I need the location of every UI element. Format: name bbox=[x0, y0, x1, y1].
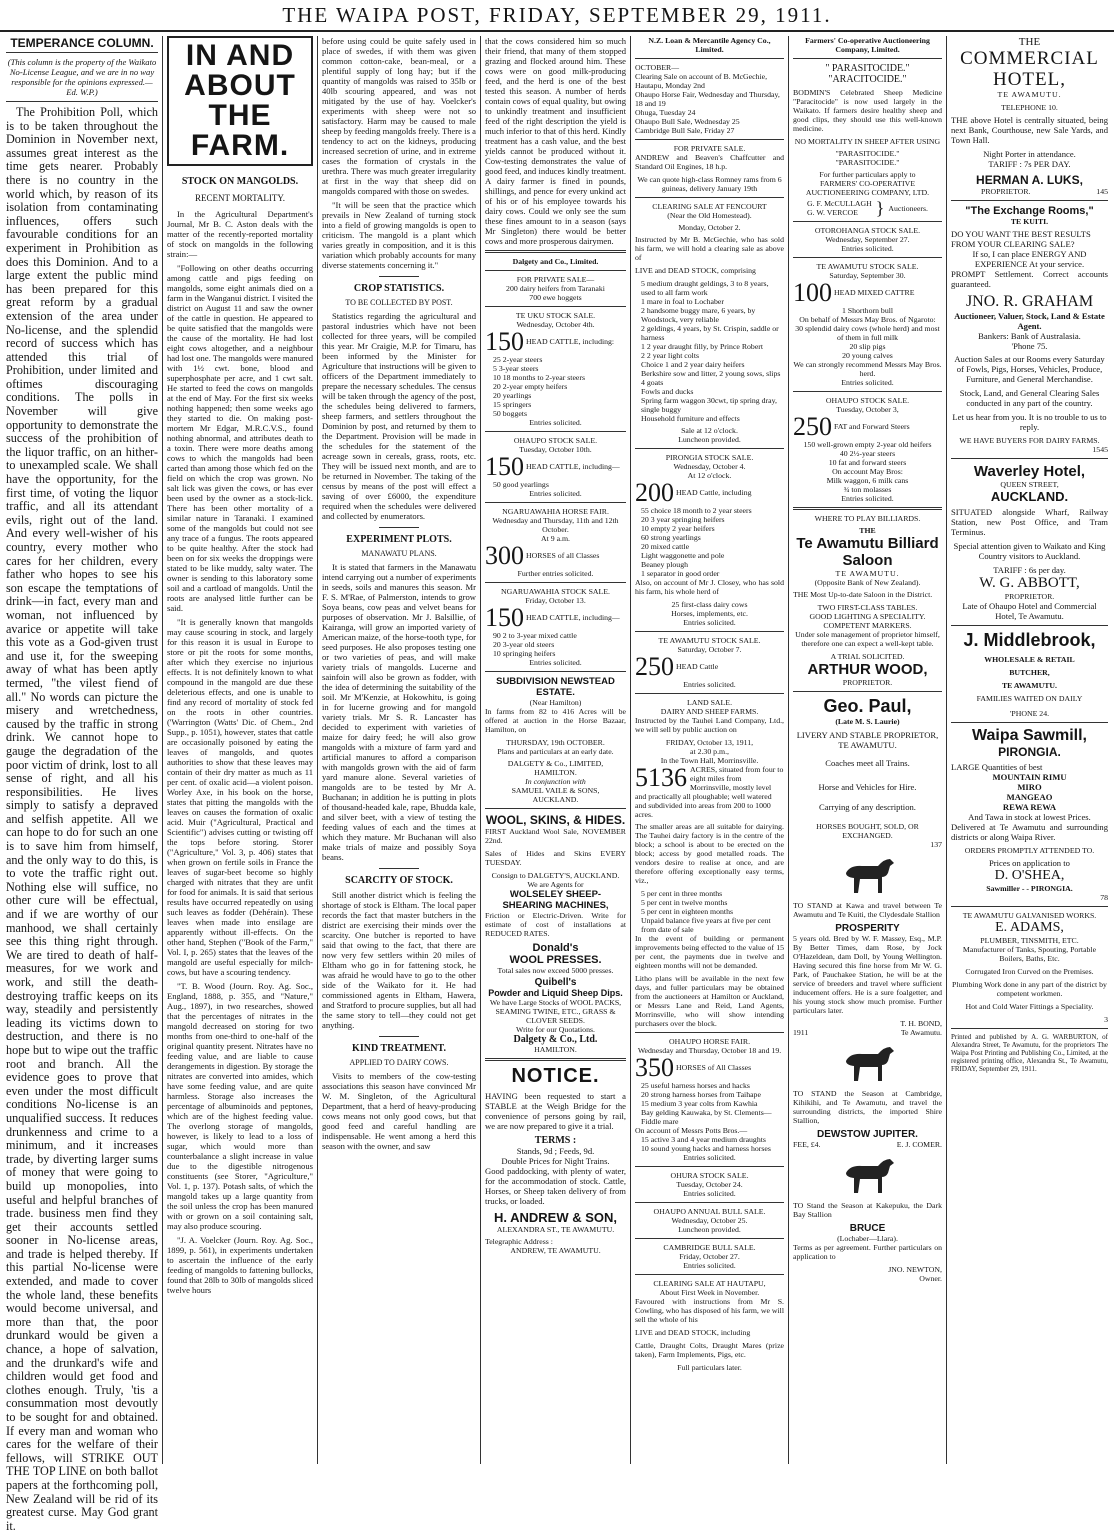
notice-text: HAVING been requested to start a STABLE at the Weigh Bridge for the convenience of persons going by rail, we are now prepared to give it a trial. bbox=[485, 1091, 626, 1131]
sale-date: Wednesday and Thursday, 11th and 12th October. bbox=[492, 516, 619, 534]
farm-title: IN AND ABOUT THE FARM. bbox=[167, 36, 313, 166]
waverley-tariff: TARIFF : 6s per day. bbox=[993, 565, 1066, 575]
sale-heading: OHAUPO HORSE FAIR. bbox=[668, 1037, 751, 1046]
stallion-fee: FEE, £4. bbox=[793, 1140, 821, 1149]
hotel-town: TE AWAMUTU. bbox=[997, 90, 1062, 99]
head-count: 150 bbox=[485, 327, 524, 356]
head-desc: HEAD Cattle bbox=[675, 661, 719, 671]
graham-bank: Bankers: Bank of Australasia. bbox=[978, 331, 1081, 341]
sale-text: In the event of building or permanent improvements being effected to the value of 15 per cent, the payments due in twelve and eighteen months will not be demanded. bbox=[635, 934, 784, 970]
entries-line: Entries solicited. bbox=[683, 1153, 736, 1162]
middlebrook-trade: BUTCHER, bbox=[1009, 668, 1050, 677]
dalgety-signature: Dalgety & Co., Ltd. bbox=[513, 1034, 598, 1045]
head-count: 300 bbox=[485, 541, 524, 570]
saloon-tables: TWO FIRST-CLASS TABLES. bbox=[817, 603, 918, 612]
andrew-heading: H. ANDREW & SON, bbox=[493, 1210, 618, 1225]
waverley-city: AUCKLAND. bbox=[990, 489, 1069, 504]
let-us-hear-text: Let us hear from you. It is no trouble to us to reply. bbox=[952, 412, 1107, 432]
telegraphic-address: ANDREW, TE AWAMUTU. bbox=[510, 1246, 601, 1255]
head-count: 100 bbox=[793, 278, 832, 307]
graham-phone: 'Phone 75. bbox=[1011, 341, 1048, 351]
middlebrook-town: TE AWAMUTU. bbox=[1001, 681, 1058, 690]
crop-statistics-heading: CROP STATISTICS. bbox=[353, 283, 445, 294]
owner-name: E. J. COMER. bbox=[896, 1140, 942, 1149]
sale-list: 1 Shorthorn bull On behalf of Messrs May Bros. of Ngaroto: 30 splendid dairy cows (whole herd) and most of them in full milk 20 slip pigs 20 young calves We can strongly recommend Messrs May Bros. herd. bbox=[793, 306, 942, 378]
newstead-date: THURSDAY, 19th OCTOBER. bbox=[506, 738, 605, 747]
sawmill-town: PIRONGIA. bbox=[998, 745, 1061, 759]
sawmill-text: LARGE Quantities of best bbox=[951, 762, 1043, 772]
article-paragraph: before using could be quite safely used in place of swedes, if with them was given common cotton-cake, bean-meal, or a plentiful supply of long hay; but if the quantity of mangolds was raised to 35lb or 40lb scouring appeared, and was not mitigated by the use of hay. Voelcker's experiments with sheep were not so satisfactory. Harm may be caused to male sheep by feeding mangolds freely. There is a tendency to act on the kidneys, producing increased secretion of urine, and in extreme cases the formation of crystals in the urethra. There was much greater irregularity at first in the way that sheep did on mangolds compared with those on swedes. bbox=[322, 36, 476, 196]
kind-treatment-sub: APPLIED TO DAIRY COWS. bbox=[349, 1058, 449, 1067]
head-desc: HEAD CATTLE, including— bbox=[525, 612, 620, 622]
graham-title: Auctioneer, Valuer, Stock, Land & Estate Agent. bbox=[954, 311, 1105, 331]
proprietor-label: PROPRIETOR. bbox=[1004, 592, 1055, 601]
experiment-plots-sub: MANAWATU PLANS. bbox=[361, 549, 437, 558]
auction-rooms-text: Auction Sales at our Rooms every Saturday of Fowls, Pigs, Horses, Vehicles, Produce, Furniture, and General Merchandise. bbox=[954, 354, 1105, 384]
stallion-text: Terms as per agreement. Further particulars on application to bbox=[793, 1243, 942, 1261]
ad-number: 137 bbox=[930, 840, 942, 849]
galvanised-works-title: TE AWAMUTU GALVANISED WORKS. bbox=[962, 911, 1097, 920]
farmers-coop-column: Farmers' Co-operative Auctioneering Company, Limited. " PARASITOCIDE." "ARACITOCIDE." BODMIN'S Celebrated Sheep Medicine "Paracitocide" is now used largely in the Waikato. If farmers desire healthy sheep and good clips, they should use this well-known medicine. NO MORTALITY IN SHEEP AFTER USING "PARASITOCIDE." "PARASITOCIDE." For further particulars apply to FARMERS' CO-OPERATIVE AUCTIONEERING COMPANY, LTD. G. F. McCULLAGH G. W. VERCOE } Auctioneers. OTOROHANGA STOCK SALE. Wednesday, September 27. Entries solicited. TE AWAMUTU STOCK SALE. Saturday, September 30. 100 HEAD MIXED CATTRE 1 Shorthorn bull On behalf of Messrs May Bros. of Ngaroto: 30 splendid dairy cows (whole herd) and most of them in full milk 20 slip pigs 20 young calves We can strongly recommend Messrs May Bros. herd. Entries solicited. OHAUPO STOCK SALE. Tuesday, October 3, 250 FAT and Forward Steers 150 well-grown empty 2-year old heifers 40 2½-year steers 10 fat and forward steers On account May Bros: Milk waggon, 6 milk cans ¾ ton molasses Entries solicited. WHERE TO PLAY BILLIARDS. THE Te Awamutu Billiard Saloon TE AWAMUTU. (Opposite Bank of New Zealand). THE Most Up-to-date Saloon in the District. TWO FIRST-CLASS TABLES. GOOD LIGHTING A SPECIALITY. COMPETENT MARKERS. Under sole management of proprietor himself, therefore one can expect a well-kept table. A TRIAL SOLICITED. ARTHUR WOOD, PROPRIETOR. Geo. Paul, (Late M. S. Laurie) LIVERY AND STABLE PROPRIETOR, TE AWAMUTU. Coaches meet all Trains. Horse and Vehicles for Hire. Carrying of any description. HORSES BOUGHT, SOLD, OR EXCHANGED. 137 TO STAND at Kawa and travel between Te Awamutu and Te Kuiti, the Clydesdale Stallion PROSPERITY 5 years old. Bred by W. F. Massey, Esq., M.P. By Better Times, dam Rose, by Jock O'Hazeldean, dam Doll, by Young Wellington. Having secured this fine horse from Mr W. G. Park, of Pauchakee Station, he will be at the service of breeders and travel where sufficient inducement offers. He is a sure foalgetter, and his young stock show much promise. Further particulars later. T. H. BOND, 1911 Te Awamutu. TO STAND the Season at Cambridge, Kihikihi, and Te Awamutu, and travel the surrounding districts, the imported Shire Stallion, DEWSTOW JUPITER. FEE, £4. E. J. COMER. TO Stand the Season at Kakepuku, the Dark Bay Stallion BRUCE (Lochaber—Llara). Terms as per agreement. Further particulars on application to JNO. NEWTON, Owner. bbox=[788, 36, 946, 1464]
signature-line: AUCKLAND. bbox=[532, 795, 579, 804]
auctioneers-label: Auctioneers. bbox=[888, 203, 929, 213]
ad-number: 1545 bbox=[1092, 445, 1108, 454]
sale-list: 25 2-year steers 5 3-year steers 10 18 months to 2-year steers 20 2-year empty heifers 20 yearlings 15 springers 50 boggets bbox=[493, 355, 586, 418]
sale-heading: CAMBRIDGE BULL SALE. bbox=[663, 1243, 756, 1252]
proprietor-label: PROPRIETOR. bbox=[981, 187, 1031, 196]
entries-line: Entries solicited. bbox=[529, 658, 582, 667]
printer-imprint: Printed and published by A. G. WARBURTON, of Alexandra Street, Te Awamutu, for the proprietors The Waipa Post Printing and Publishing Co., Limited, at the registered printing office, Alexandra St., Te Awamutu, FRIDAY, September 29, 1911. bbox=[951, 1033, 1108, 1073]
saloon-text: Under sole management of proprietor himself, therefore one can expect a well-kept table. bbox=[795, 630, 940, 648]
terms-heading: TERMS : bbox=[534, 1135, 577, 1146]
middlebrook-name: J. Middlebrook, bbox=[963, 630, 1096, 650]
wool-text: Sales of Hides and Skins EVERY TUESDAY. bbox=[485, 849, 626, 867]
geo-paul-name: Geo. Paul, bbox=[823, 696, 912, 716]
notice-heading: NOTICE. bbox=[511, 1065, 600, 1087]
sale-list: 25 first-class dairy cows Horses, implements, etc. bbox=[671, 600, 748, 618]
private-sale-text: We can quote high-class Romney rams from 6 guineas, delivery January 19th bbox=[637, 175, 782, 193]
orders-line: ORDERS PROMPTLY ATTENDED TO. bbox=[964, 846, 1095, 855]
sale-location: (Near the Old Homestead). bbox=[667, 211, 752, 220]
temperance-column bbox=[2, 36, 162, 1533]
sale-date: Wednesday, October 25. bbox=[671, 1216, 748, 1225]
article-paragraph: "It will be seen that the practice which prevails in New Zealand of turning stock into a field of growing mangolds is open to criticism. The mangold is a plant which varies greatly in composition, and it is this variation which probably accounts for many diverse statements concerning it." bbox=[322, 200, 476, 270]
stallion-text: TO STAND at Kawa and travel between Te Awamutu and Te Kuiti, the Clydesdale Stallion bbox=[793, 901, 942, 919]
dalgety-column bbox=[480, 36, 630, 1464]
hotel-telephone: TELEPHONE 10. bbox=[1001, 103, 1058, 112]
hotel-text: THE above Hotel is centrally situated, being next Bank, Courthouse, new Sale Yards, and Town Hall. bbox=[951, 115, 1108, 145]
sale-heading: LAND SALE. bbox=[686, 698, 733, 707]
sale-text: Instructed by Mr B. McGechie, who has sold his farm, we will hold a clearing sale as above of bbox=[635, 235, 784, 262]
timber-item: MANGEAO bbox=[1006, 792, 1053, 802]
waverley-text: SITUATED alongside Wharf, Railway Station, new Post Office, and Tram Terminus. bbox=[951, 507, 1108, 537]
sale-date: Wednesday, September 27. bbox=[825, 235, 910, 244]
parasitocide-line: "PARASITOCIDE." bbox=[835, 149, 900, 158]
head-count: 150 bbox=[485, 603, 524, 632]
adams-name: E. ADAMS, bbox=[995, 920, 1064, 935]
private-sale-text: ANDREW and Beaven's Chaffcutter and Standard Oil Engines, 18 h.p. bbox=[635, 153, 784, 171]
middlebrook-trade: WHOLESALE & RETAIL bbox=[984, 655, 1075, 664]
sale-text: Litho plans will be available in the next few days, and fuller particulars may be obtained from the auctioneers at Hamilton or Auckland, or Messrs Lane and Reid, Land Agents, Morrinsville, who will show intending purchasers over the block. bbox=[635, 974, 784, 1028]
sale-list: 15 active 3 and 4 year medium draughts 10 sound young hacks and harness horses bbox=[641, 1135, 771, 1153]
horse-illustration bbox=[838, 853, 898, 897]
parasitocide-line: " PARASITOCIDE." bbox=[825, 63, 910, 74]
andrew-address: ALEXANDRA ST., TE AWAMUTU. bbox=[496, 1225, 615, 1234]
sale-time: At 9 a.m. bbox=[540, 534, 571, 543]
sale-heading: TE UKU STOCK SALE. bbox=[515, 311, 596, 320]
horse-illustration bbox=[838, 1153, 898, 1197]
sale-list: 25 useful harness horses and hacks 20 strong harness horses from Taihape 15 medium 3 year colts from Kawhia Bay gelding Kauwaka, by St. Clements—Fiddle mare bbox=[641, 1081, 772, 1126]
waipa-sawmill-title: Waipa Sawmill, bbox=[972, 727, 1087, 744]
signature-line: SAMUEL VAILE & SONS, bbox=[511, 786, 600, 795]
wool-heading: WOOL, SKINS, & HIDES. bbox=[485, 813, 626, 827]
ad-number: 78 bbox=[1100, 893, 1108, 902]
head-desc: HORSES of All Classes bbox=[675, 1062, 752, 1072]
private-sale-heading: FOR PRIVATE SALE— bbox=[516, 275, 595, 284]
sale-list: 50 good yearlings bbox=[493, 480, 549, 489]
luncheon-line: Luncheon provided. bbox=[678, 435, 741, 444]
entries-line: Entries solicited. bbox=[841, 244, 894, 253]
horses-line: HORSES BOUGHT, SOLD, OR EXCHANGED. bbox=[816, 822, 919, 840]
sale-heading: TE AWAMUTU STOCK SALE. bbox=[658, 636, 761, 645]
sale-time: Sale at 12 o'clock. bbox=[681, 426, 738, 435]
sale-text: Instructed by the Tauhei Land Company, Ltd., we will sell by public auction on bbox=[635, 716, 784, 734]
private-sale-line: 700 ewe hoggets bbox=[529, 293, 582, 302]
graham-name: JNO. R. GRAHAM bbox=[965, 293, 1094, 310]
telegraphic-label: Telegraphic Address : bbox=[485, 1237, 553, 1246]
quibell-heading: Quibell's bbox=[534, 977, 577, 988]
entries-line: Entries solicited. bbox=[683, 1189, 736, 1198]
sale-list: 5 medium draught geldings, 3 to 8 years, used to all farm work 1 mare in foal to Lochaber 2 handsome buggy mare, 6 years, by Woodstock, very reliable 2 geldings, 4 years, by St. Crispin, saddle or harness 1 2 year draught filly, by Prince Robert 2 2 year light colts Choice 1 and 2 year dairy heifers Berkshire sow and litter, 2 young sows, slips 4 goats Fowls and ducks Spring farm waggon 30cwt, tip spring dray, single buggy Household furniture and effects bbox=[641, 279, 781, 423]
terms-line: Stands, 9d ; Feeds, 9d. bbox=[516, 1146, 595, 1156]
owner-label: Owner. bbox=[919, 1274, 942, 1283]
horse-illustration bbox=[838, 1041, 898, 1085]
experiment-plots-heading: EXPERIMENT PLOTS. bbox=[346, 534, 452, 545]
temperance-note: (This column is the property of the Waikato No-License League, and we are in no way responsible for the opinions expressed.—Ed. W.P.) bbox=[7, 57, 157, 97]
temperance-heading: TEMPERANCE COLUMN. bbox=[6, 36, 158, 53]
sale-heading: CLEARING SALE AT FENCOURT bbox=[652, 202, 767, 211]
dalgety-location: HAMILTON. bbox=[534, 1045, 577, 1054]
sale-time: at 2.30 p.m., bbox=[690, 747, 729, 756]
exchange-town: TE KUITI. bbox=[1010, 217, 1049, 226]
sale-subheading: DAIRY AND SHEEP FARMS. bbox=[660, 707, 759, 716]
terms-list: 5 per cent in three months 5 per cent in twelve months 5 per cent in eighteen months Unpaid balance five years at five per cent from date of sale bbox=[641, 889, 771, 934]
acre-count: 5136 bbox=[635, 763, 687, 792]
sale-date: About First Week in November. bbox=[659, 1288, 760, 1297]
hotels-column bbox=[946, 36, 1112, 1464]
quote-text: Write for our Quotations. bbox=[516, 1025, 595, 1034]
farm-paragraph: "Following on other deaths occurring among cattle and pigs feeding on mangolds, some eight animals died on a farm in the Wanganui district. I visited the district on August 11 and saw the owner of the cattle in question. He appeared to be quite satisfied that the mangolds were the cause of the mortality. He had lost eight cows altogether, and a neighbour had lost one. The mangolds were manured with 1½ cwt. bone, blood and superphosphate per acre, and 1 cwt salt. He started to feed the cows on mangolds at the end of May. For the first six weeks nothing happened; then some weeks ago they started to die. On making post-mortem Mr Edgar, M.R.C.V.S., found nothing abnormal, and attributes death to a toxin. There were more deaths among cows to which the mangolds had been carted than among those which fed on the field on which the crop was grown. No salt lick was given the cows, or has ever been used by the owner as a stock-lick. There has been other mortality of a similar nature in Taranaki. I examined some of the mangolds but could not see any trace of a fungus. The roots appeared to be quite healthy. After the stock had been on for six weeks the droppings were stated to be like muddy, salty water. The owner is sending to this laboratory some soil and a cartload of mangolds. Until the roots are analysed little further can be said. bbox=[167, 263, 313, 613]
sale-place: In the Town Hall, Morrinsville. bbox=[660, 756, 759, 765]
sale-heading: OHAUPO STOCK SALE. bbox=[513, 436, 598, 445]
adams-text: Corrugated Iron Curved on the Premises. bbox=[965, 967, 1094, 976]
wool-text: FIRST Auckland Wool Sale, NOVEMBER 22nd. bbox=[485, 827, 626, 845]
oshea-name: D. O'SHEA, bbox=[994, 868, 1065, 883]
stallion-name: DEWSTOW JUPITER. bbox=[817, 1129, 918, 1140]
sale-heading: OHAUPO ANNUAL BULL SALE. bbox=[653, 1207, 766, 1216]
parasitocide-line: "ARACITOCIDE." bbox=[828, 74, 907, 85]
abbott-name: W. G. ABBOTT, bbox=[979, 575, 1080, 591]
ad-number: 145 bbox=[1096, 187, 1108, 196]
crop-statistics-sub: TO BE COLLECTED BY POST. bbox=[345, 298, 453, 307]
sale-heading: TE AWAMUTU STOCK SALE. bbox=[816, 262, 919, 271]
timber-item: REWA REWA bbox=[1002, 802, 1057, 812]
coaches-line: Coaches meet all Trains. bbox=[825, 758, 910, 768]
ad-number: 3 bbox=[1104, 1015, 1108, 1024]
buyers-line: WE HAVE BUYERS FOR DAIRY FARMS. bbox=[959, 436, 1100, 445]
auctioneer-name: G. W. VERCOE bbox=[806, 208, 858, 217]
sale-list: 90 2 to 3-year mixed cattle 20 3-year old steers 10 springing heifers bbox=[493, 631, 577, 658]
hotel-tariff: TARIFF : 7s PER DAY. bbox=[988, 159, 1071, 169]
sale-text: Also, on account of Mr J. Closey, who has sold his farm, his whole herd of bbox=[635, 578, 784, 596]
newstead-plans: Plans and particulars at an early date. bbox=[497, 747, 614, 756]
sale-date: FRIDAY, October 13, 1911, bbox=[665, 738, 754, 747]
sale-list: 55 choice 18 month to 2 year steers 20 3 year springing heifers 10 empty 2 year heifers 60 strong yearlings 20 mixed cattle Light waggonette and pole Beaney plough 1 separator in good order bbox=[641, 506, 752, 578]
stallion-text: TO Stand the Season at Kakepuku, the Dark Bay Stallion bbox=[793, 1201, 942, 1219]
adams-text: Manufacturer of Tanks, Spouting, Portable Boilers, Baths, Etc. bbox=[962, 945, 1097, 963]
hire-line: Horse and Vehicles for Hire. bbox=[818, 782, 917, 792]
stock-text: We have Large Stocks of WOOL PACKS, SEAMING TWINE, ETC., GRASS & CLOVER SEEDS. bbox=[489, 998, 622, 1025]
sale-heading: OHAUPO STOCK SALE. bbox=[825, 396, 910, 405]
signature-line: DALGETY & Co., LIMITED, bbox=[507, 759, 604, 768]
private-sale-heading: FOR PRIVATE SALE. bbox=[673, 144, 746, 153]
farm-paragraph: "It is generally known that mangolds may cause scouring in stock, and largely for this reason it is usual in Europe to store or pit the roots for some months, after which they exercise no injurious effects. It is not definitely known to what compound in the mangold are due these deleterious effects, and one is unable to find any record of mortality of stock fed on the roots in other countries. ('Warrington (Watts' Dic. of Chem., 2nd Supp., p. 1051), however, states that cattle are occasionally poisoned by eating the leaves of mangolds, and quotes authorities to show that these leaves may contain of their dry matter as much as 11 per cent. of oxalic acid—a violent poison. Worley Axe, in his book on the horse, states that pitting the mangolds with the leaves on causes the formation of oxalic acid. Muir ("Agricultural, Practical and Scientific") advises cutting or twisting off the tops before storing. Storer ("Agriculture," Vol. 3, p. 406) states that when grown on fertile soils in France the leaves of sugar-beet become so highly charged with nitrates that they are unfit for food for animals. It is said that serious results have occurred repeatedly on using such leaves as fodder (Dehérain). These leaves when made into ensilage are apparently without ill-effects. On the other hand, Stephen ("Book of the Farm," Vol. I, p. 265) states that the leaves of the mangold are useful especially for milch-cows, but have a scouring tendency. bbox=[167, 617, 313, 977]
trial-line: A TRIAL SOLICITED. bbox=[830, 652, 905, 661]
sale-date: Friday, October 13. bbox=[525, 596, 586, 605]
billiards-heading: WHERE TO PLAY BILLIARDS. bbox=[814, 514, 921, 523]
sale-text: The smaller areas are all suitable for dairying. The Tauhei dairy factory is in the centre of the block; a school is about to be erected on the block; access by good metalled roads. The vendors desire to realise at once, and are therefore offering exceptionally easy terms, viz., bbox=[635, 822, 784, 885]
sale-date: Monday, October 2. bbox=[678, 223, 741, 232]
head-count: 250 bbox=[793, 412, 832, 441]
wolseley-heading: WOLSELEY SHEEP-SHEARING MACHINES, bbox=[502, 889, 609, 911]
head-desc: HEAD CATTLE, including: bbox=[525, 336, 615, 346]
farm-paragraph: "T. B. Wood (Journ. Roy. Ag. Soc., England, 1888, p. 355, and "Nature," Aug., 1897), in two researches, showed that the percentages of nitrates in the mangold decreased on storing for two months from one-third to one-half of the original quantity present. Nitrates have no feeding value, and are liable to cause derangements in digestion. By storage the nitrates are converted into amides, which have some feeding value, and are quite harmless. Storage also increases the percentage of albuminoids and peptones, which are of the highest feeding value. The overlong storage of mangolds, however, is likely to lead to a loss of sugar, which would more than counterbalance a slight increase in value due to the digestible nitrogenous constituents (see Storer, "Agriculture," Vol. 1, p. 137). Potash salts, of which the mangold takes up a large quantity from the soil unless the crop has been manured with or grown on a soil containing salt, may also produce scouring. bbox=[167, 981, 313, 1231]
sale-text: Cattle, Draught Colts, Draught Mares (prize taken), Farm Implements, Pigs, etc. bbox=[635, 1341, 784, 1359]
terms-text: Good paddocking, with plenty of water, for the accommodation of stock. Cattle, Horses, or Sheep taken delivery of from trucks, or loaded. bbox=[485, 1166, 626, 1206]
timber-item: MIRO bbox=[1017, 782, 1042, 792]
stock-sales-text: Stock, Land, and General Clearing Sales conducted in any part of the country. bbox=[959, 388, 1100, 408]
prompt-line: PROMPT Settlement. Correct accounts guaranteed. bbox=[951, 269, 1108, 289]
sale-heading: OHURA STOCK SALE. bbox=[670, 1171, 749, 1180]
head-count: 250 bbox=[635, 652, 674, 681]
sale-heading: NGARUAWAHIA HORSE FAIR. bbox=[502, 507, 609, 516]
farm-paragraph: "J. A. Voelcker (Journ. Roy. Ag. Soc., 1899, p. 561), in experiments undertaken to ascertain the influence of the early feeding of mangolds to fattening bullocks, found that 28lb to 30lb of mangolds sliced twelve hours bbox=[167, 1235, 313, 1295]
farmers-coop-name: FARMERS' CO-OPERATIVE AUCTIONEERING COMPANY, LTD. bbox=[805, 179, 930, 197]
auctioneer-name: G. F. McCULLAGH bbox=[806, 199, 872, 208]
dips-heading: Powder and Liquid Sheep Dips. bbox=[488, 988, 623, 998]
farm-column bbox=[162, 36, 317, 1464]
sale-heading: OTOROHANGA STOCK SALE. bbox=[814, 226, 921, 235]
owner-name: JNO. NEWTON, bbox=[888, 1265, 942, 1274]
ad-year: 1911 bbox=[793, 1028, 809, 1037]
sale-date: Saturday, September 30. bbox=[829, 271, 906, 280]
sale-date: Saturday, October 7. bbox=[677, 645, 742, 654]
entries-line: Entries solicited. bbox=[529, 489, 582, 498]
articles-column bbox=[317, 36, 480, 1464]
exchange-rooms-title: "The Exchange Rooms," bbox=[965, 205, 1094, 217]
temperance-body: The Prohibition Poll, which is to be taken throughout the Dominion in November next, assumes great interest as the time gets nearer. Probably there is no country in the world which, by reason of its isolation from contaminating influences, offers such favourable conditions for an experiment in Prohibition as does this Dominion. And to a large extent the public mind has been prepared for this great reform by a gradual extension of the area under No-license, and the splendid record of success which has attended this trial of Prohibition, under limited and oftimes discouraging conditions. The polls in November will give opportunity to demonstrate the success of the prohibition of the liquor traffic, on an hither-to unexampled scale. We shall have the opportunity, for the first time, of voting the liquor traffic, and all its attendant evils, right out of the land. And every well-wisher of his country, every mother who cares for her children, every father who hopes to see his son escape the temptations of drink—in fact, every man and woman, not influenced by avarice or appetite will take this vote as a God-given trust and use it, for the sweeping away of what has been aptly termed, "the vilest fiend of all." No words can picture the misery and wretchedness, caused by the traffic in strong drink. We cannot hope to gauge the degradation of the poor victim of drink, lost to all sense of right, and all his responsibilities. He lives simply to satisfy a depraved and selfish appetite. All we can hope to do for such an one is to save him from himself, and the only way to do this, is to vote the traffic right out. Nothing else will suffice, no other cure will be effectual, and if we are worthy of our manhood, we shall certainly see this thing right through. We are tired to death of half-measures, for we work and work, and still the death-destroying traffic keeps on its way, steadily and persistently leading its victims down to destruction, and there is no hope but to wipe out the traffic root and branch. All the evidence goes to prove that even under the most difficult conditions No-license is an unqualified success. It reduces drunkenness and crime to a minimum, and it increases trade, by diverting larger sums of money that were going to build up monopolies, into useful and helpful branches of trade. business men find they get their accounts settled sooner in No-license areas, and trade is helped thereby. If this partial No-license were extended, and made to cover the whole land, these benefits would become universal, and more than that, the poor drunkard would be given a chance, a hope of salvation, and the drunkard's wife and children would get food and clothes enough. Truly, 'tis a consummation most devoutly to be sought for and obtained. If every man and woman who cares for the welfare of their fellows, will STRIKE OUT THE TOP LINE on both ballot papers at the forthcoming poll, New Zealand will be rid of its greatest curse. May God grant it. bbox=[6, 105, 158, 1533]
entries-line: Entries solicited. bbox=[529, 418, 582, 427]
head-desc: HEAD Cattle, including bbox=[675, 487, 752, 497]
entries-line: Entries solicited. bbox=[683, 680, 736, 689]
sale-date: Tuesday, October 24. bbox=[676, 1180, 743, 1189]
kind-treatment-heading: KIND TREATMENT. bbox=[352, 1043, 446, 1054]
saloon-prefix: THE bbox=[859, 526, 876, 535]
article-paragraph: It is stated that farmers in the Manawatu intend carrying out a number of experiments in seeds, soils and manures this season. Mr F. S. M'Rae, of Palmerston, intends to grow Soya beans, cow peas and velvet beans for purposes of observation. Mr J. Balsillie, of Kairanga, will grow an imported variety of American maize, of the horse-tooth type, for seed purposes. He also proposes testing one or two varieties of peas, and will make variety trials of mangolds. Lucerne and sainfoin will also be grown as fodder, with the idea of determining the suitability of the soil. Mr M'Kenzie, at Hokowhitu, is going in for lucerne growing and for mangold variety trials. Mr S. R. Lancaster has decided to experiment with varieties of maize for dairy feed; he will also grow mangolds with a mixture of farm yard and artificial manures to afford a comparison with mangolds grown with the aid of farm yard manure alone. Several varieties of mangolds are to be tested by Mr A. Buchanan; in addition he is putting in plots of thousand-headed kale, rape, Bhudda kale, and silver beet, with a view of testing the feeding values of each and the times at which they mature. Mr Buchanan will also make trials of maize and possibly Soya beans. bbox=[322, 562, 476, 862]
newstead-heading: SUBDIVISION NEWSTEAD ESTATE. bbox=[496, 676, 615, 698]
sale-heading: NGARUAWAHIA STOCK SALE. bbox=[500, 587, 611, 596]
entries-line: Entries solicited. bbox=[683, 1261, 736, 1270]
sale-text: On account of Messrs Potts Bros.— bbox=[635, 1126, 748, 1135]
saloon-text: THE Most Up-to-date Saloon in the District. bbox=[793, 590, 933, 599]
particulars-line: For further particulars apply to bbox=[819, 170, 916, 179]
arthur-wood-name: ARTHUR WOOD, bbox=[807, 661, 928, 678]
sale-text: Favoured with instructions from Mr S. Cowling, who has disposed of his farm, we will sell the whole of his bbox=[635, 1297, 784, 1324]
bodmin-text: BODMIN'S Celebrated Sheep Medicine "Paracitocide" is now used largely in the Waikato. If farmers desire healthy sheep and good clips, they should use this well-known medicine. bbox=[793, 88, 942, 133]
head-count: 200 bbox=[635, 478, 674, 507]
proprietor-label: PROPRIETOR. bbox=[842, 678, 893, 687]
article-paragraph: Visits to members of the cow-testing associations this season have convinced Mr W. M. Singleton, of the Agricultural Department, that a herd of heavy-producing cows means not only good cows, but that good feed and careful handling are indispensable. He went among a herd this season with the owner, and saw bbox=[322, 1071, 476, 1151]
sale-heading: PIRONGIA STOCK SALE. bbox=[665, 453, 754, 462]
saloon-location: (Opposite Bank of New Zealand). bbox=[814, 578, 921, 587]
abbott-note: Late of Ohaupo Hotel and Commercial Hotel, Te Awamutu. bbox=[962, 601, 1097, 621]
commercial-hotel-title: COMMERCIAL HOTEL, bbox=[960, 48, 1099, 90]
luks-name: HERMAN A. LUKS, bbox=[976, 173, 1083, 187]
saloon-lighting: GOOD LIGHTING A SPECIALITY. COMPETENT MARKERS. bbox=[809, 612, 926, 630]
carrying-line: Carrying of any description. bbox=[819, 802, 916, 812]
stallion-text: 5 years old. Bred by W. F. Massey, Esq., M.P. By Better Times, dam Rose, by Jock O'Hazeldean, dam Doll, by Young Wellington. Having secured this fine horse from Mr W. G. Park, of Pauchakee Station, he will be at the service of breeders and travel where sufficient inducement offers. He is a sure foalgetter, and his young stock show much promise. Further particulars later. bbox=[793, 934, 942, 1015]
sale-date: Wednesday, October 4. bbox=[673, 462, 746, 471]
private-sale-line: 200 dairy heifers from Taranaki bbox=[506, 284, 605, 293]
terms-line: Double Prices for Night Trains. bbox=[501, 1156, 610, 1166]
entries-line: Entries solicited. bbox=[683, 618, 736, 627]
presses-heading: WOOL PRESSES. bbox=[509, 954, 602, 966]
signature-line: HAMILTON. bbox=[534, 768, 577, 777]
timber-item: MOUNTAIN RIMU bbox=[992, 772, 1067, 782]
dalgety-header: Dalgety and Co., Limited. bbox=[512, 257, 599, 266]
newstead-location: (Near Hamilton) bbox=[529, 698, 582, 707]
luncheon-line: Luncheon provided. bbox=[678, 1225, 741, 1234]
nz-loan-column bbox=[630, 36, 788, 1464]
agents-line: We are Agents for bbox=[527, 880, 584, 889]
night-porter-line: Night Porter in attendance. bbox=[983, 149, 1076, 159]
geo-paul-note: (Late M. S. Laurie) bbox=[835, 717, 900, 726]
farm-subheading-2: RECENT MORTALITY. bbox=[195, 193, 285, 203]
mortality-line: NO MORTALITY IN SHEEP AFTER USING bbox=[794, 137, 941, 146]
livery-heading: LIVERY AND STABLE PROPRIETOR, bbox=[796, 730, 939, 740]
adams-trade: PLUMBER, TINSMITH, ETC. bbox=[980, 936, 1079, 945]
entries-line: Entries solicited. bbox=[841, 378, 894, 387]
stallion-text: TO STAND the Season at Cambridge, Kihikihi, and Te Awamutu, and travel the surrounding districts, the imported Shire Stallion, bbox=[793, 1089, 942, 1125]
owner-town: Te Awamutu. bbox=[900, 1028, 942, 1037]
entries-line: Entries solicited. bbox=[841, 494, 894, 503]
owner-name: T. H. BOND, bbox=[900, 1019, 942, 1028]
sale-list: 150 well-grown empty 2-year old heifers 40 2½-year steers 10 fat and forward steers On account May Bros: Milk waggon, 6 milk cans ¾ ton molasses bbox=[803, 440, 932, 494]
stallion-name: BRUCE bbox=[849, 1223, 886, 1234]
adams-text: Hot and Cold Water Fittings a Speciality. bbox=[965, 1002, 1094, 1011]
parasitocide-line: "PARASITOCIDE." bbox=[835, 158, 900, 167]
sale-date: Friday, October 27. bbox=[679, 1252, 740, 1261]
sawmill-text: Delivered at Te Awamutu and surrounding districts or along Waipa River. bbox=[951, 822, 1108, 842]
wool-text: Consign to DALGETY'S, AUCKLAND. bbox=[491, 871, 620, 880]
waverley-hotel-title: Waverley Hotel, bbox=[973, 463, 1086, 480]
farm-paragraph: In the Agricultural Department's Journal, Mr B. C. Aston deals with the matter of the recently-reported mortality of stock on mangolds in the following strain:— bbox=[167, 209, 313, 259]
waverley-street: QUEEN STREET, bbox=[1000, 480, 1059, 489]
article-paragraph: that the cows considered him so much their friend, that many of them stopped grazing and flocked around him. These cows were on good milk-producing feed, and the herd is one of the best tested this season. A number of herds contain cows of equal quality, but owing to unkindly treatment and insufficient feed of the right description the yield is much inferior to that of this herd. Kindly treatment has a cash value, and the best yields cannot be produced without it. Cow-testing demonstrates the value of good feed, and induces kindly treatment. A dairy farmer is fined in pounds, shillings, and pence for every unkind act of his or of his employee towards his dairy cows. Could we only see the sum these fines amount to in a season (says Mr Singleton) there would be better cows and more prosperous dairymen. bbox=[485, 36, 626, 246]
wolseley-text: Friction or Electric-Driven. Write for estimate of cost of installations at REDUCED RATES. bbox=[485, 911, 626, 938]
entries-line: Further entries solicited. bbox=[517, 569, 594, 578]
head-desc: HEAD CATTLE, including— bbox=[525, 461, 620, 471]
sale-date: Tuesday, October 10th. bbox=[519, 445, 592, 454]
sale-heading: CLEARING SALE AT HAUTAPU, bbox=[653, 1279, 766, 1288]
head-desc: HORSES of all Classes bbox=[525, 550, 600, 560]
sale-text: LIVE and DEAD STOCK, comprising bbox=[635, 266, 756, 275]
donald-heading: Donald's bbox=[532, 942, 579, 954]
hotel-prefix: THE bbox=[1018, 36, 1041, 48]
signature-line: In conjunction with bbox=[525, 777, 586, 786]
sale-text: LIVE and DEAD STOCK, including bbox=[635, 1328, 751, 1337]
masthead: THE WAIPA POST, FRIDAY, SEPTEMBER 29, 1911. bbox=[0, 0, 1114, 32]
head-count: 350 bbox=[635, 1053, 674, 1082]
prices-line: Prices on application to bbox=[989, 858, 1070, 868]
article-paragraph: Still another district which is feeling the shortage of stock is Eltham. The local paper records the fact that master butchers in the district are exercising their minds over the scarcity. One butcher is reported to have said that owing to the fact, that there are now very few settlers within 20 miles of Eltham who go in for fattening stock, he was afraid he would have to go to the other side of the Waikato for it. He had commissioned agents in Eltham, Hawera, and Stratford to procure supplies, but all had the same story to tell—they could not get anything. bbox=[322, 890, 476, 1030]
nz-loan-header: N.Z. Loan & Mercantile Agency Co., Limited. bbox=[648, 36, 771, 54]
waverley-text: Special attention given to Waikato and King Country visitors to Auckland. bbox=[953, 541, 1106, 561]
particulars-line: Full particulars later. bbox=[677, 1363, 742, 1372]
october-list: Clearing Sale on account of B. McGechie, Hautapu, Monday 2nd Ohaupo Horse Fair, Wednesday and Thursday, 18 and 19 Ohuga, Tuesday 24 Ohaupo Bull Sale, Wednesday 25 Cambridge Bull Sale, Friday 27 bbox=[635, 72, 780, 135]
head-desc: FAT and Forward Steers bbox=[833, 421, 910, 431]
stallion-name: PROSPERITY bbox=[835, 923, 900, 934]
head-count: 150 bbox=[485, 452, 524, 481]
clearing-sale-question: DO YOU WANT THE BEST RESULTS FROM YOUR CLEARING SALE? bbox=[951, 229, 1091, 249]
billiard-saloon-title: Te Awamutu Billiard Saloon bbox=[796, 535, 939, 569]
head-desc: HEAD MIXED CATTRE bbox=[833, 287, 915, 297]
scarcity-heading: SCARCITY OF STOCK. bbox=[345, 875, 453, 886]
stallion-pedigree: (Lochaber—Llara). bbox=[837, 1234, 898, 1243]
livery-town: TE AWAMUTU. bbox=[838, 740, 897, 750]
acre-desc: ACRES, situated from four to eight miles from Morrinsville, mostly level and practically all ploughable; well watered and subdivided into areas from 200 to 1000 acres. bbox=[635, 765, 784, 819]
sale-date: Tuesday, October 3, bbox=[836, 405, 899, 414]
article-paragraph: Statistics regarding the agricultural and pastoral industries which have not been collected for three years, will be compiled this year. Mr Craigie, M.P. for Timaru, has been informed by the Minister for Agriculture that instructions will be given to officers of the Department immediately to prepare the necessary schedules. The census will be taken through the agency of the post, the schedules being delivered to farmers, sheep farmers, and settlers throughout the Dominion by post, and returned by them to the Department. Provision will be made in the schedules for the statement of the acreage sown in cereals, grass, roots, etc. They will be issued next month, and are to be returned in November. The taking of the census by means of the post will effect a saving of over £6000, the expenditure required when the schedules were delivered and collected by enumerators. bbox=[322, 311, 476, 521]
farm-subheading: STOCK ON MANGOLDS. bbox=[181, 176, 299, 187]
sale-time: At 12 o'clock. bbox=[687, 471, 732, 480]
october-label: OCTOBER— bbox=[635, 63, 680, 72]
sale-date: Wednesday, October 4th. bbox=[516, 320, 595, 329]
energy-line: If so, I can place ENERGY AND EXPERIENCE At your service. bbox=[972, 249, 1087, 269]
adams-text: Plumbing Work done in any part of the district by competent workmen. bbox=[952, 980, 1107, 998]
sale-date: Wednesday and Thursday, October 18 and 19. bbox=[637, 1046, 782, 1055]
presses-text: Total sales now exceed 5000 presses. bbox=[497, 966, 614, 975]
farmers-coop-header: Farmers' Co-operative Auctioneering Company, Limited. bbox=[805, 36, 930, 54]
families-line: FAMILIES WAITED ON DAILY bbox=[976, 694, 1083, 703]
timber-item: And Tawa in stock at lowest Prices. bbox=[968, 812, 1091, 822]
saloon-town: TE AWAMUTU. bbox=[835, 569, 900, 578]
middlebrook-phone: 'PHONE 24. bbox=[1009, 709, 1050, 718]
oshea-title: Sawmiller - - PIRONGIA. bbox=[986, 884, 1073, 893]
newstead-text: In farms from 82 to 416 Acres will be offered at auction in the Horse Bazaar, Hamilton, on bbox=[485, 707, 626, 734]
